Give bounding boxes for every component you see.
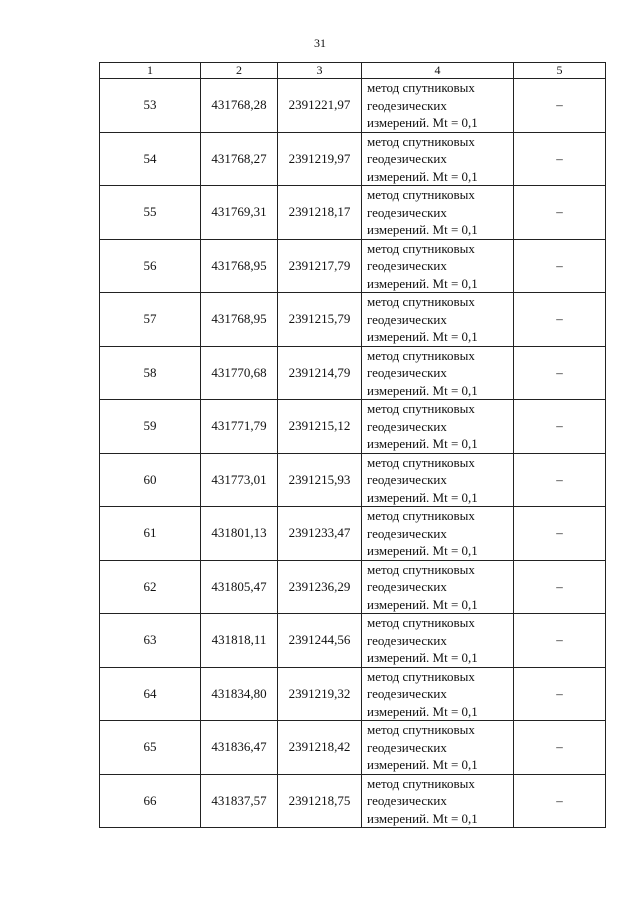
method-cell (362, 774, 514, 828)
note-cell: – (514, 560, 606, 614)
y-coordinate-cell: 2391221,97 (278, 79, 362, 133)
table-row (100, 400, 606, 454)
method-cell (362, 614, 514, 668)
y-coordinate-cell: 2391218,75 (278, 774, 362, 828)
y-coordinate-cell: 2391233,47 (278, 507, 362, 561)
method-line-2: геодезических (367, 793, 447, 808)
point-number-cell: 60 (100, 453, 201, 507)
point-number-cell: 54 (100, 132, 201, 186)
method-line-1: метод спутниковых (367, 561, 475, 577)
point-number-cell: 57 (100, 293, 201, 347)
method-line-2: геодезических (367, 525, 447, 541)
table-row (100, 239, 606, 293)
method-cell (362, 132, 514, 186)
x-coordinate-cell: 431770,68 (201, 346, 278, 400)
method-line-1: метод спутниковых (367, 187, 475, 202)
method-line-3: измерений. Mt = 0,1 (367, 650, 478, 665)
page-number: 31 (314, 36, 326, 50)
coordinates-table (99, 62, 606, 828)
method-line-1: метод спутниковых (367, 347, 475, 363)
y-coordinate-cell: 2391219,32 (278, 667, 362, 721)
header-row (100, 63, 606, 79)
table-row (100, 774, 606, 828)
note-cell: – (514, 774, 606, 828)
method-line-2: геодезических (367, 311, 447, 327)
method-line-1: метод спутниковых (367, 615, 475, 630)
method-line-3: измерений. Mt = 0,1 (367, 596, 478, 612)
method-line-2: геодезических (367, 472, 447, 487)
note-cell: – (514, 400, 606, 454)
table-row (100, 186, 606, 240)
y-coordinate-cell: 2391215,93 (278, 453, 362, 507)
method-line-2: геодезических (367, 97, 447, 113)
point-number-cell: 66 (100, 774, 201, 828)
note-cell: – (514, 507, 606, 561)
table-row (100, 132, 606, 186)
x-coordinate-cell: 431771,79 (201, 400, 278, 454)
y-coordinate-cell: 2391218,42 (278, 721, 362, 775)
method-cell (362, 721, 514, 775)
table-row (100, 721, 606, 775)
x-coordinate-cell: 431769,31 (201, 186, 278, 240)
point-number-cell: 65 (100, 721, 201, 775)
method-cell (362, 239, 514, 293)
method-line-3: измерений. Mt = 0,1 (367, 436, 478, 451)
method-cell (362, 293, 514, 347)
method-cell (362, 346, 514, 400)
note-cell: – (514, 346, 606, 400)
method-line-3: измерений. Mt = 0,1 (367, 757, 478, 772)
table-row (100, 507, 606, 561)
y-coordinate-cell: 2391215,12 (278, 400, 362, 454)
method-line-2: геодезических (367, 686, 447, 701)
method-line-3: измерений. Mt = 0,1 (367, 222, 478, 237)
x-coordinate-cell: 431836,47 (201, 721, 278, 775)
x-coordinate-cell: 431805,47 (201, 560, 278, 614)
method-line-1: метод спутниковых (367, 722, 475, 737)
method-line-1: метод спутниковых (367, 775, 475, 791)
method-line-3: измерений. Mt = 0,1 (367, 275, 478, 291)
y-coordinate-cell: 2391215,79 (278, 293, 362, 347)
method-line-2: геодезических (367, 739, 447, 755)
method-cell (362, 560, 514, 614)
point-number-cell: 63 (100, 614, 201, 668)
method-line-1: метод спутниковых (367, 454, 475, 470)
table-row (100, 293, 606, 347)
x-coordinate-cell: 431768,27 (201, 132, 278, 186)
table-row (100, 453, 606, 507)
x-coordinate-cell: 431818,11 (201, 614, 278, 668)
note-cell: – (514, 614, 606, 668)
column-header-2: 2 (201, 63, 278, 79)
x-coordinate-cell: 431768,28 (201, 79, 278, 133)
x-coordinate-cell: 431768,95 (201, 239, 278, 293)
method-cell (362, 79, 514, 133)
table-row (100, 667, 606, 721)
table-header (100, 63, 606, 79)
y-coordinate-cell: 2391244,56 (278, 614, 362, 668)
point-number-cell: 62 (100, 560, 201, 614)
method-line-2: геодезических (367, 365, 447, 380)
note-cell: – (514, 453, 606, 507)
point-number-cell: 61 (100, 507, 201, 561)
method-cell (362, 400, 514, 454)
point-number-cell: 55 (100, 186, 201, 240)
point-number-cell: 53 (100, 79, 201, 133)
method-line-3: измерений. Mt = 0,1 (367, 489, 478, 505)
method-line-1: метод спутниковых (367, 80, 475, 95)
y-coordinate-cell: 2391214,79 (278, 346, 362, 400)
method-cell (362, 667, 514, 721)
table-row (100, 346, 606, 400)
x-coordinate-cell: 431768,95 (201, 293, 278, 347)
method-line-3: измерений. Mt = 0,1 (367, 115, 478, 130)
method-line-3: измерений. Mt = 0,1 (367, 168, 478, 184)
method-line-1: метод спутниковых (367, 294, 475, 309)
method-line-1: метод спутниковых (367, 240, 475, 256)
method-cell (362, 453, 514, 507)
note-cell: – (514, 239, 606, 293)
column-header-5: 5 (514, 63, 606, 79)
note-cell: – (514, 721, 606, 775)
method-line-3: измерений. Mt = 0,1 (367, 329, 478, 344)
point-number-cell: 59 (100, 400, 201, 454)
method-line-2: геодезических (367, 258, 447, 273)
method-line-1: метод спутниковых (367, 508, 475, 523)
method-line-2: геодезических (367, 204, 447, 220)
y-coordinate-cell: 2391236,29 (278, 560, 362, 614)
point-number-cell: 64 (100, 667, 201, 721)
note-cell: – (514, 79, 606, 133)
method-line-3: измерений. Mt = 0,1 (367, 382, 478, 398)
column-header-3: 3 (278, 63, 362, 79)
x-coordinate-cell: 431834,80 (201, 667, 278, 721)
method-cell (362, 186, 514, 240)
column-header-4: 4 (362, 63, 514, 79)
method-line-3: измерений. Mt = 0,1 (367, 703, 478, 719)
method-line-2: геодезических (367, 151, 447, 166)
column-header-1: 1 (100, 63, 201, 79)
x-coordinate-cell: 431801,13 (201, 507, 278, 561)
method-line-1: метод спутниковых (367, 133, 475, 149)
method-line-2: геодезических (367, 632, 447, 648)
table-row (100, 614, 606, 668)
note-cell: – (514, 667, 606, 721)
point-number-cell: 58 (100, 346, 201, 400)
table-row (100, 79, 606, 133)
note-cell: – (514, 186, 606, 240)
note-cell: – (514, 293, 606, 347)
method-line-1: метод спутниковых (367, 668, 475, 684)
method-line-2: геодезических (367, 579, 447, 594)
note-cell: – (514, 132, 606, 186)
table-body (100, 79, 606, 828)
x-coordinate-cell: 431837,57 (201, 774, 278, 828)
method-line-3: измерений. Mt = 0,1 (367, 810, 478, 826)
method-cell (362, 507, 514, 561)
point-number-cell: 56 (100, 239, 201, 293)
method-line-3: измерений. Mt = 0,1 (367, 543, 478, 558)
table-row (100, 560, 606, 614)
method-line-2: геодезических (367, 418, 447, 434)
y-coordinate-cell: 2391218,17 (278, 186, 362, 240)
method-line-1: метод спутниковых (367, 401, 475, 416)
y-coordinate-cell: 2391219,97 (278, 132, 362, 186)
y-coordinate-cell: 2391217,79 (278, 239, 362, 293)
x-coordinate-cell: 431773,01 (201, 453, 278, 507)
